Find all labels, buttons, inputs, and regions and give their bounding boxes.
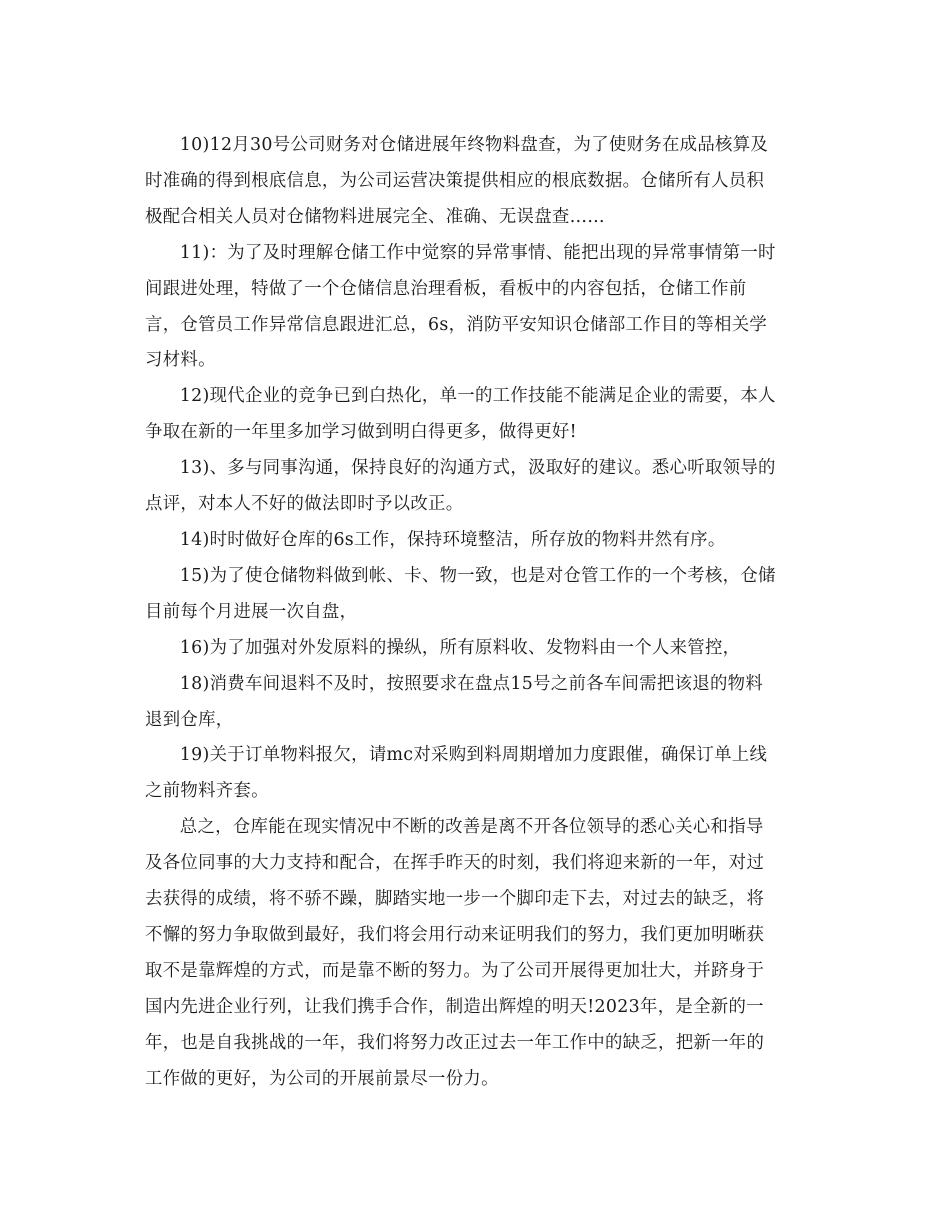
paragraph-item-12: 12)现代企业的竞争已到白热化，单一的工作技能不能满足企业的需要，本人 争取在新的一年里多加学习做到明白得更多，做得更好!: [145, 386, 776, 443]
paragraph-item-15: 15)为了使仓储物料做到帐、卡、物一致，也是对仓管工作的一个考核，仓储 目前每个月进展一次自盘，: [145, 565, 776, 622]
document-body: [145, 128, 811, 1097]
paragraph-item-16: 16)为了加强对外发原料的操纵，所有原料收、发物料由一个人来管控，: [179, 637, 741, 658]
paragraph-conclusion: 总之，仓库能在现实情况中不断的改善是离不开各位领导的悉心关心和指导 及各位同事的大力支持和配合，在挥手昨天的时刻，我们将迎来新的一年，对过 去获得的成绩，将不骄不躁，脚踏实地一步一个脚印走下去，对过去的缺乏，将 不懈的努力争取做到最好，我们将会用行动来证明我们的努力，我们更加明晰获 取不是靠辉煌的方式，而是靠不断的努力。为了公司开展得更加壮大，并跻身于 国内先进企业行列，让我们携手合作，制造出辉煌的明天!2023年，是全新的一 年，也是自我挑战的一年，我们将努力改正过去一年工作中的缺乏，把新一年的 工作做的更好，为公司的开展前景尽一份力。: [145, 817, 765, 1089]
paragraph-item-14: 14)时时做好仓库的6s工作，保持环境整洁，所存放的物料井然有序。: [179, 529, 726, 550]
paragraph-item-19: 19)关于订单物料报欠，请mc对采购到料周期增加力度跟催，确保订单上线 之前物料齐套。: [145, 745, 768, 802]
paragraph-item-11: 11)：为了及时理解仓储工作中觉察的异常事情、能把出现的异常事情第一时 间跟进处理，特做了一个仓储信息治理看板，看板中的内容包括，仓储工作前 言，仓管员工作异常信息跟进汇总，6s，消防平安知识仓储部工作目的等相关学 习材料。: [145, 242, 776, 371]
paragraph-item-13: 13)、多与同事沟通，保持良好的沟通方式，汲取好的建议。悉心听取领导的 点评，对本人不好的做法即时予以改正。: [145, 458, 776, 515]
paragraph-item-10: 10)12月30号公司财务对仓储进展年终物料盘查，为了使财务在成品核算及 时准确的得到根底信息，为公司运营决策提供相应的根底数据。仓储所有人员积 极配合相关人员对仓储物料进展完全、准确、无误盘查……: [145, 135, 769, 227]
paragraph-item-18: 18)消费车间退料不及时，按照要求在盘点15号之前各车间需把该退的物料 退到仓库，: [145, 673, 764, 730]
